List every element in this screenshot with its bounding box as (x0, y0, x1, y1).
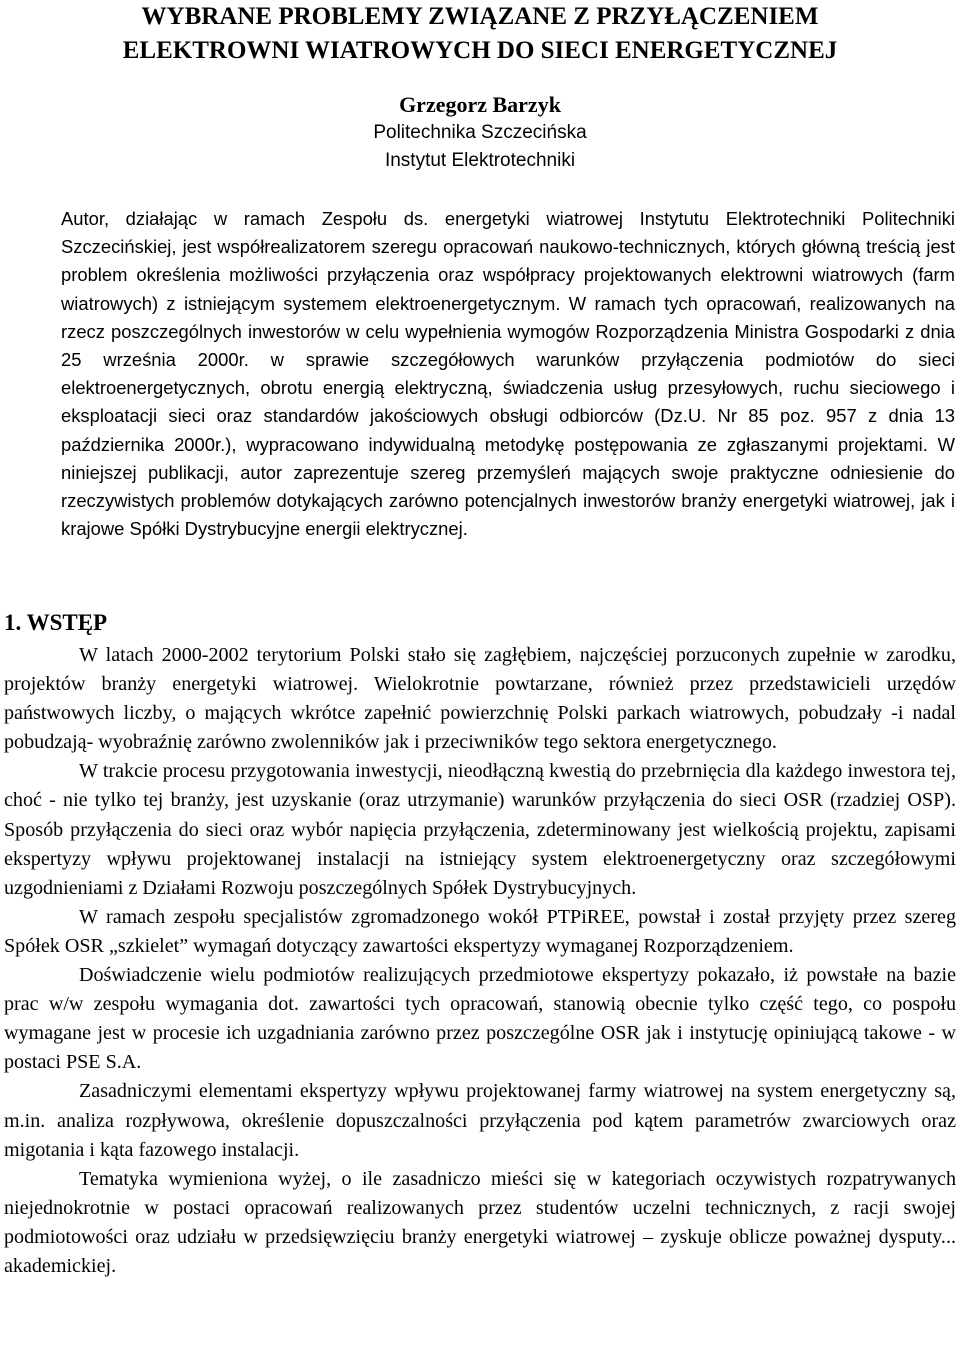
paragraph: Tematyka wymieniona wyżej, o ile zasadniczo mieści się w kategoriach oczywistych rozpatrywanych niejednokrotnie w postaci opracowań realizowanych przez studentów uczelni technicznych, z racji swojej podmiotowości oraz udziału w przedsięwzięciu branży energetyki wiatrowej – zyskuje oblicze poważnej dysputy... akademickiej. (4, 1167, 956, 1277)
author-block (0, 91, 960, 175)
abstract: Autor, działając w ramach Zespołu ds. energetyki wiatrowej Instytutu Elektrotechniki Politechniki Szczecińskiej, jest współrealizatorem szeregu opracowań naukowo-technicznych, których główną treścią jest problem określenia możliwości przyłączenia oraz współpracy projektowanych elektrowni wiatrowych (farm wiatrowych) z istniejącym systemem elektroenergetycznym. W ramach tych opracowań, realizowanych na rzecz poszczególnych inwestorów w celu wypełnienia wymogów Rozporządzenia Ministra Gospodarki z dnia 25 września 2000r. w sprawie szczegółowych warunków przyłączenia podmiotów do sieci elektroenergetycznych, obrotu energią elektryczną, świadczenia usług przesyłowych, ruchu sieciowego i eksploatacji sieci oraz standardów jakościowych obsługi odbiorców (Dz.U. Nr 85 poz. 957 z dnia 13 października 2000r.), wypracowano indywidualną metodykę postępowania ze zgłaszanymi projektami. W niniejszej publikacji, autor zaprezentuje szereg przemyśleń mających swoje praktyczne odniesienie do rzeczywistych problemów dotykających zarówno potencjalnych inwestorów branży energetyki wiatrowej, jak i krajowe Spółki Dystrybucyjne energii elektrycznej. (61, 208, 955, 540)
author-affiliation: Politechnika Szczecińska (373, 122, 587, 143)
paragraph: W trakcie procesu przygotowania inwestycji, nieodłączną kwestią do przebrnięcia dla każdego inwestora tej, choć - nie tylko tej branży, jest uzyskanie (oraz utrzymanie) warunków przyłączenia do sieci OSR (rzadziej OSP). Sposób przyłączenia do sieci oraz wybór napięcia przyłączenia, zdeterminowany jest wielkością projektu, zapisami ekspertyzy wpływu projektowanej instalacji na istniejący system elektroenergetyczny oraz szczegółowymi uzgodnieniami z Działami Rozwoju poszczególnych Spółek Dystrybucyjnych. (4, 760, 956, 899)
author-institute: Instytut Elektrotechniki (384, 150, 576, 171)
paragraph: W latach 2000-2002 terytorium Polski stało się zagłębiem, najczęściej porzuconych zupełnie w zarodku, projektów branży energetyki wiatrowej. Wielokrotnie powtarzane, również przez przedstawicieli urzędów państwowych liczby, o mających wkrótce zapełnić powierzchnię Polski parkach wiatrowych, pobudzały -i nadal pobudzają- wyobraźnię zarówno zwolenników jak i przeciwników tego sektora energetycznego. (4, 644, 956, 754)
paragraph: Doświadczenie wielu podmiotów realizujących przedmiotowe ekspertyzy pokazało, iż powstałe na bazie prac w/w zespołu wymagania dot. zawartości tych opracowań, stanowią obecnie tylko część tego, co pospołu wymagane jest w procesie ich uzgadniania zarówno przez poszczególne OSR jak i instytucję opiniującą takowe - w postaci PSE S.A. (4, 964, 956, 1074)
section-body (4, 641, 956, 1281)
section-heading: 1. WSTĘP (4, 610, 108, 635)
paper-title-line-1: WYBRANE PROBLEMY ZWIĄZANE Z PRZYŁĄCZENIEM (141, 3, 819, 30)
paragraph: Zasadniczymi elementami ekspertyzy wpływu projektowanej farmy wiatrowej na system energetyczny są, m.in. analiza rozpływowa, określenie dopuszczalności przyłączenia pod kątem parametrów zwarciowych oraz migotania i kąta fazowego instalacji. (4, 1080, 956, 1161)
paragraph: W ramach zespołu specjalistów zgromadzonego wokół PTPiREE, powstał i został przyjęty przez szereg Spółek OSR „szkielet” wymagań dotyczący zawartości ekspertyzy wymaganej Rozporządzeniem. (4, 905, 956, 957)
author-name: Grzegorz Barzyk (399, 92, 561, 117)
paper-title-line-2: ELEKTROWNI WIATROWYCH DO SIECI ENERGETYCZNEJ (122, 37, 838, 64)
paper-title (0, 0, 960, 68)
